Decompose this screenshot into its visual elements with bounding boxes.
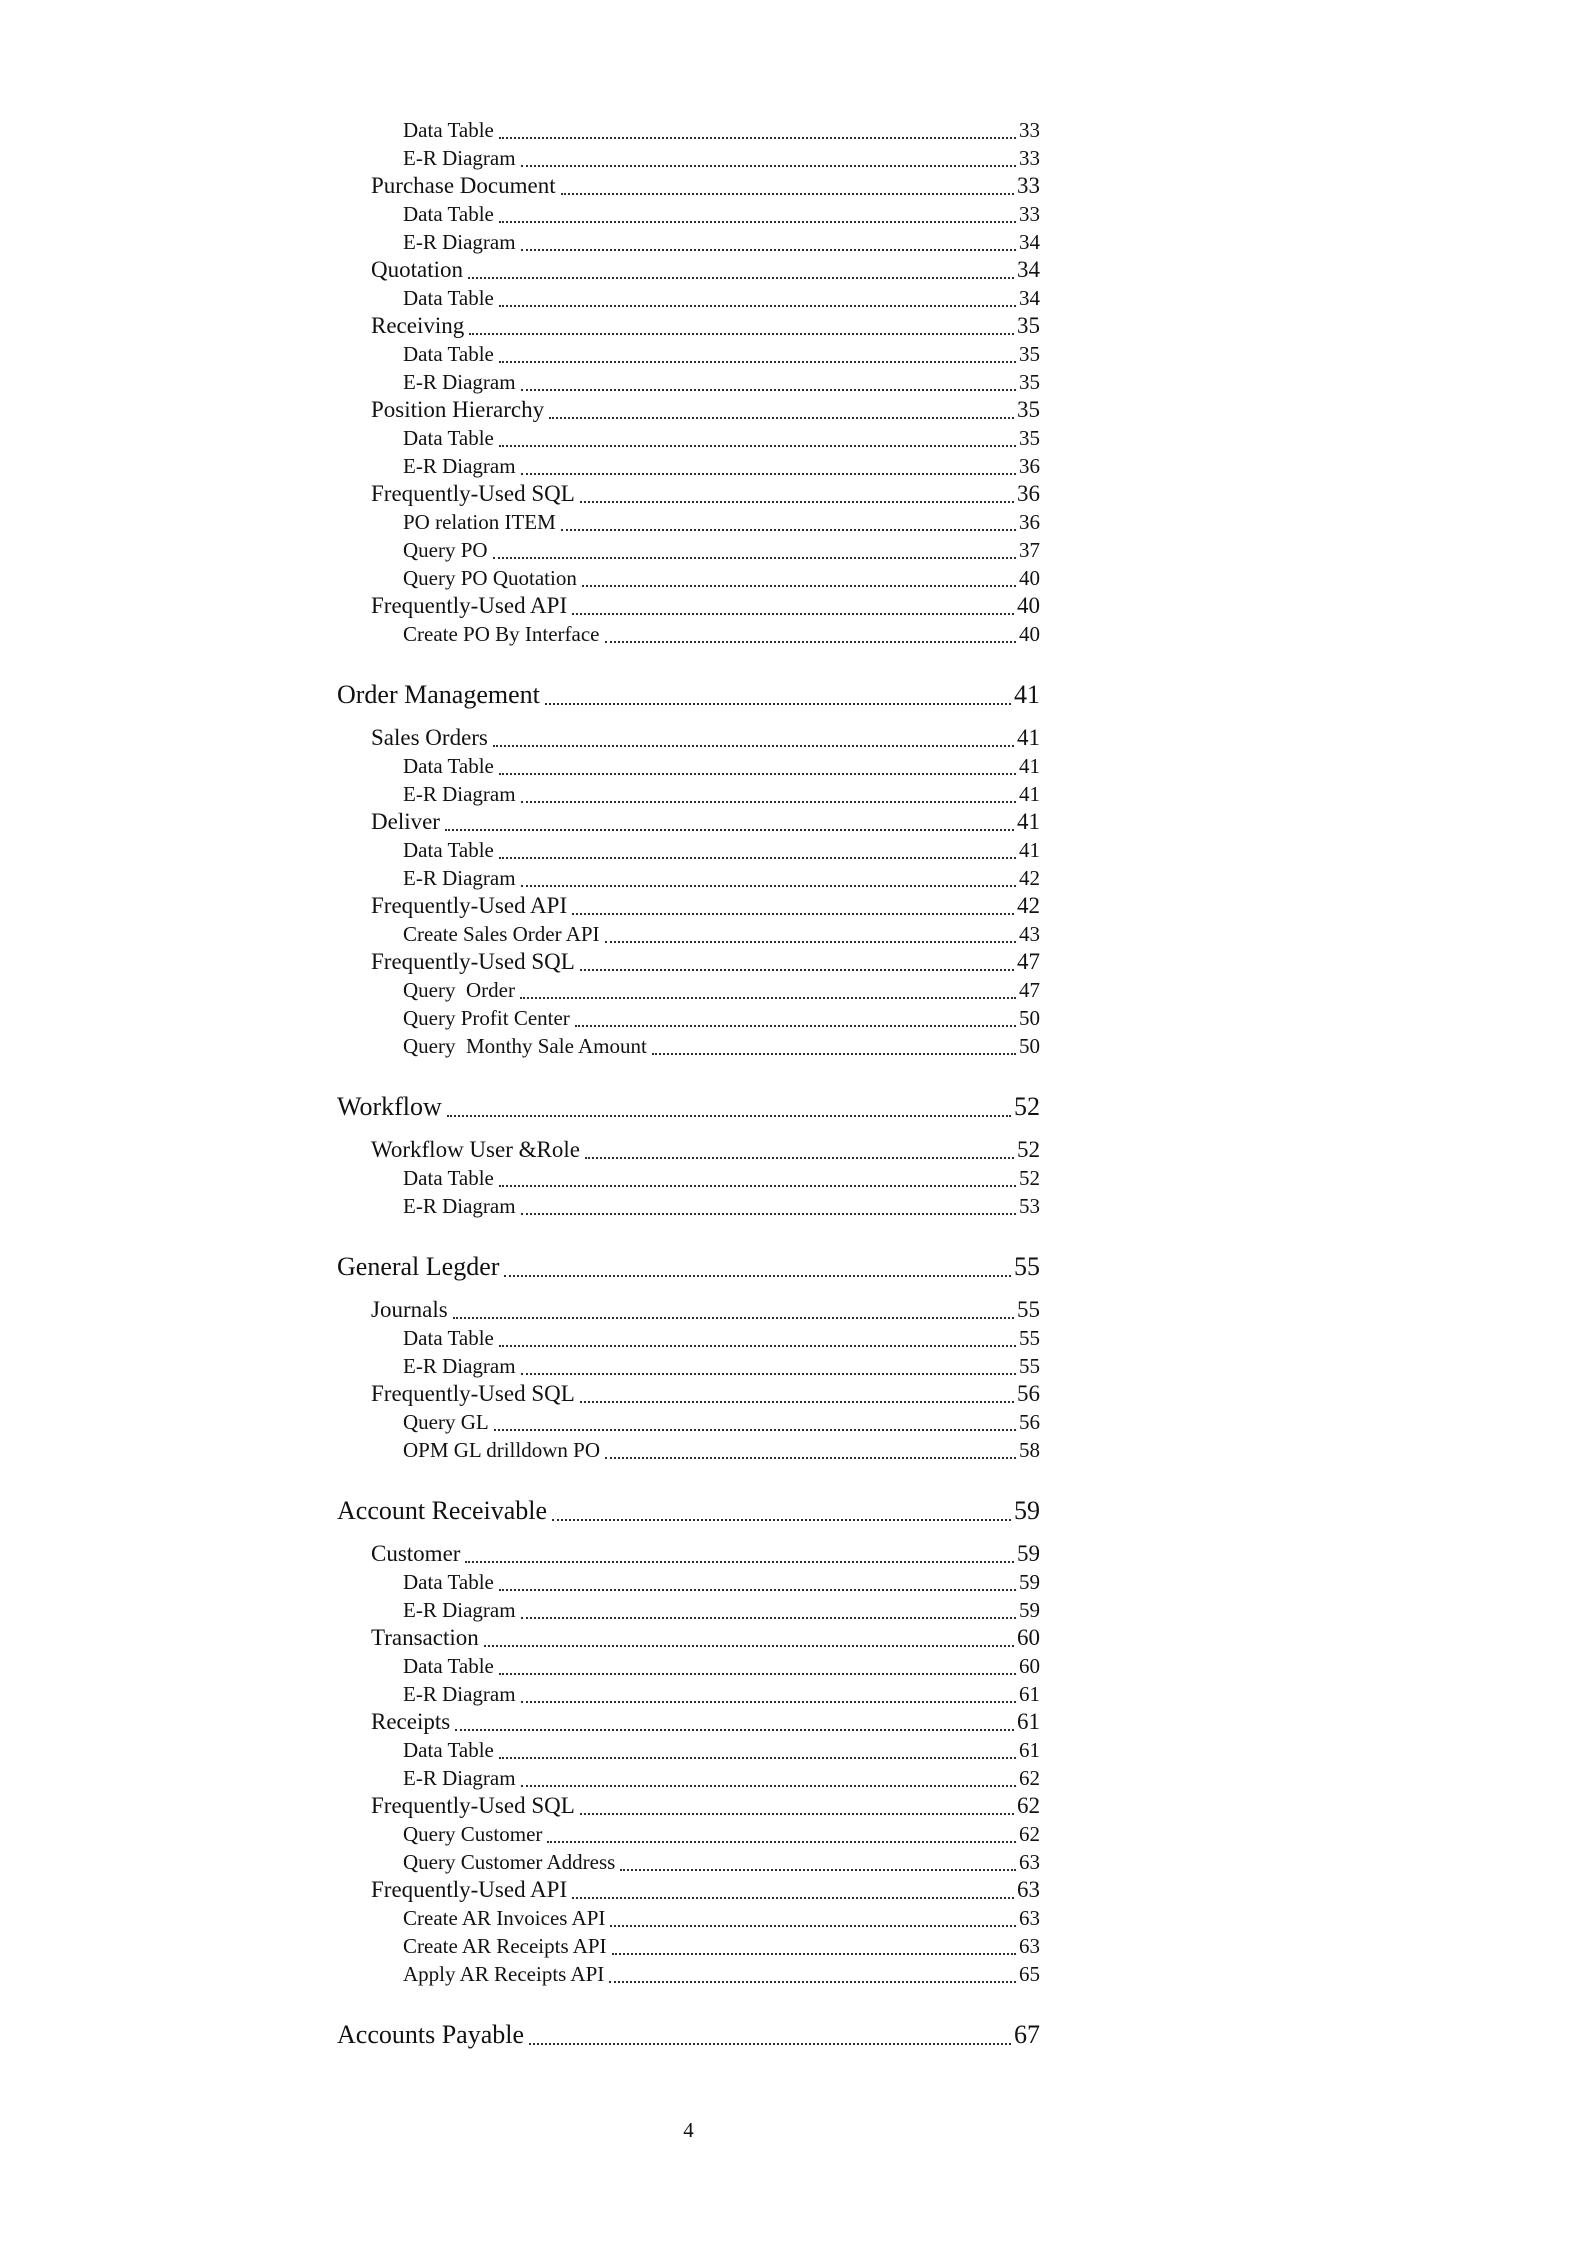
toc-leader-dots bbox=[582, 585, 1016, 587]
toc-leader-dots bbox=[572, 613, 1014, 615]
toc-entry[interactable] bbox=[337, 752, 1040, 780]
toc-entry[interactable] bbox=[337, 1324, 1040, 1352]
toc-entry-label: PO relation ITEM bbox=[403, 510, 556, 534]
toc-entry-label: Query Profit Center bbox=[403, 1006, 570, 1030]
toc-entry-label: Frequently-Used API bbox=[371, 593, 568, 618]
toc-entry[interactable] bbox=[337, 1494, 1040, 1527]
toc-entry-label: Data Table bbox=[403, 1166, 494, 1190]
toc-entry-label: Frequently-Used API bbox=[371, 1877, 568, 1902]
toc-entry-page: 61 bbox=[1019, 1682, 1040, 1706]
toc-leader-dots bbox=[499, 445, 1016, 447]
toc-entry[interactable] bbox=[337, 592, 1040, 620]
toc-entry-label: Query Order bbox=[403, 978, 515, 1002]
toc-entry-label: Frequently-Used API bbox=[371, 893, 568, 918]
toc-entry-page: 52 bbox=[1019, 1166, 1040, 1190]
toc-entry-label: Workflow bbox=[337, 1092, 442, 1121]
toc-entry-page: 36 bbox=[1019, 454, 1040, 478]
toc-entry-page: 50 bbox=[1019, 1034, 1040, 1058]
toc-entry-label: Accounts Payable bbox=[337, 2020, 525, 2049]
toc-entry-page: 55 bbox=[1017, 1297, 1040, 1322]
toc-entry-label: Customer bbox=[371, 1541, 461, 1566]
toc-leader-dots bbox=[499, 1757, 1016, 1759]
toc-entry-page: 59 bbox=[1014, 1496, 1040, 1525]
toc-entry-page: 62 bbox=[1017, 1793, 1040, 1818]
page-footer bbox=[337, 2118, 1040, 2143]
toc-leader-dots bbox=[580, 969, 1014, 971]
toc-entry-label: E-R Diagram bbox=[403, 782, 516, 806]
toc-leader-dots bbox=[572, 1897, 1014, 1899]
toc-entry-page: 41 bbox=[1014, 680, 1040, 709]
toc-entry-label: Sales Orders bbox=[371, 725, 488, 750]
toc-entry[interactable] bbox=[337, 1596, 1040, 1624]
toc-leader-dots bbox=[521, 885, 1016, 887]
toc-leader-dots bbox=[580, 1813, 1014, 1815]
toc-entry-label: Query GL bbox=[403, 1410, 489, 1434]
toc-leader-dots bbox=[521, 801, 1016, 803]
toc-entry-page: 40 bbox=[1019, 622, 1040, 646]
toc-entry-label: E-R Diagram bbox=[403, 1682, 516, 1706]
toc-entry[interactable] bbox=[337, 948, 1040, 976]
toc-entry-label: Frequently-Used SQL bbox=[371, 1793, 575, 1818]
toc-entry[interactable] bbox=[337, 836, 1040, 864]
toc-entry[interactable] bbox=[337, 1192, 1040, 1220]
toc-leader-dots bbox=[620, 1869, 1016, 1871]
toc-entry[interactable] bbox=[337, 2018, 1040, 2051]
toc-entry[interactable] bbox=[337, 808, 1040, 836]
toc-entry-page: 59 bbox=[1017, 1541, 1040, 1566]
toc-entry[interactable] bbox=[337, 312, 1040, 340]
toc-entry[interactable] bbox=[337, 1436, 1040, 1464]
toc-entry-label: E-R Diagram bbox=[403, 370, 516, 394]
toc-leader-dots bbox=[499, 1185, 1016, 1187]
toc-entry-page: 35 bbox=[1017, 397, 1040, 422]
toc-entry-page: 42 bbox=[1017, 893, 1040, 918]
table-of-contents bbox=[337, 116, 1040, 2064]
toc-entry-page: 61 bbox=[1019, 1738, 1040, 1762]
toc-entry-label: Frequently-Used SQL bbox=[371, 1381, 575, 1406]
toc-entry[interactable] bbox=[337, 1136, 1040, 1164]
toc-entry[interactable] bbox=[337, 396, 1040, 424]
toc-entry-label: Create AR Receipts API bbox=[403, 1934, 607, 1958]
toc-entry[interactable] bbox=[337, 892, 1040, 920]
toc-entry-page: 42 bbox=[1019, 866, 1040, 890]
toc-leader-dots bbox=[605, 641, 1017, 643]
toc-leader-dots bbox=[521, 1701, 1016, 1703]
toc-entry-label: E-R Diagram bbox=[403, 1354, 516, 1378]
toc-entry[interactable] bbox=[337, 1932, 1040, 1960]
toc-entry-label: Account Receivable bbox=[337, 1496, 548, 1525]
toc-entry-page: 55 bbox=[1014, 1252, 1040, 1281]
toc-entry-label: E-R Diagram bbox=[403, 1766, 516, 1790]
toc-entry-page: 47 bbox=[1019, 978, 1040, 1002]
toc-entry-page: 41 bbox=[1019, 838, 1040, 862]
toc-entry-label: Create PO By Interface bbox=[403, 622, 600, 646]
toc-entry[interactable] bbox=[337, 508, 1040, 536]
toc-leader-dots bbox=[521, 1213, 1016, 1215]
toc-entry-page: 43 bbox=[1019, 922, 1040, 946]
toc-entry-page: 33 bbox=[1017, 173, 1040, 198]
toc-entry[interactable] bbox=[337, 780, 1040, 808]
toc-entry-page: 34 bbox=[1017, 257, 1040, 282]
toc-entry-label: Data Table bbox=[403, 754, 494, 778]
toc-entry-page: 56 bbox=[1017, 1381, 1040, 1406]
toc-entry-page: 65 bbox=[1019, 1962, 1040, 1986]
toc-entry[interactable] bbox=[337, 340, 1040, 368]
toc-entry-label: Query PO Quotation bbox=[403, 566, 577, 590]
toc-entry-page: 35 bbox=[1019, 426, 1040, 450]
toc-leader-dots bbox=[499, 137, 1016, 139]
toc-leader-dots bbox=[561, 193, 1014, 195]
toc-leader-dots bbox=[609, 1981, 1016, 1983]
toc-entry-page: 60 bbox=[1017, 1625, 1040, 1650]
toc-entry-label: General Legder bbox=[337, 1252, 500, 1281]
toc-entry-label: E-R Diagram bbox=[403, 866, 516, 890]
toc-entry-page: 62 bbox=[1019, 1766, 1040, 1790]
toc-entry[interactable] bbox=[337, 1004, 1040, 1032]
toc-entry-page: 47 bbox=[1017, 949, 1040, 974]
toc-entry[interactable] bbox=[337, 564, 1040, 592]
toc-entry-label: Frequently-Used SQL bbox=[371, 481, 575, 506]
toc-entry-page: 63 bbox=[1019, 1850, 1040, 1874]
toc-entry-page: 55 bbox=[1019, 1354, 1040, 1378]
toc-entry[interactable] bbox=[337, 452, 1040, 480]
toc-entry-label: Purchase Document bbox=[371, 173, 556, 198]
toc-entry-page: 35 bbox=[1019, 342, 1040, 366]
toc-entry-label: E-R Diagram bbox=[403, 230, 516, 254]
toc-entry[interactable] bbox=[337, 144, 1040, 172]
toc-leader-dots bbox=[499, 1589, 1016, 1591]
toc-entry[interactable] bbox=[337, 620, 1040, 648]
toc-entry[interactable] bbox=[337, 864, 1040, 892]
toc-entry[interactable] bbox=[337, 1792, 1040, 1820]
toc-entry[interactable] bbox=[337, 1540, 1040, 1568]
toc-entry[interactable] bbox=[337, 256, 1040, 284]
toc-entry[interactable] bbox=[337, 1164, 1040, 1192]
toc-entry-page: 63 bbox=[1019, 1934, 1040, 1958]
toc-entry-label: Data Table bbox=[403, 286, 494, 310]
toc-entry-page: 41 bbox=[1019, 754, 1040, 778]
toc-entry-label: E-R Diagram bbox=[403, 1194, 516, 1218]
toc-entry-page: 63 bbox=[1017, 1877, 1040, 1902]
toc-leader-dots bbox=[652, 1053, 1016, 1055]
toc-leader-dots bbox=[499, 305, 1016, 307]
toc-entry-page: 35 bbox=[1019, 370, 1040, 394]
toc-entry[interactable] bbox=[337, 1380, 1040, 1408]
toc-leader-dots bbox=[453, 1317, 1014, 1319]
toc-entry[interactable] bbox=[337, 424, 1040, 452]
toc-entry-page: 40 bbox=[1017, 593, 1040, 618]
toc-entry-page: 34 bbox=[1019, 230, 1040, 254]
toc-entry-label: Deliver bbox=[371, 809, 440, 834]
toc-leader-dots bbox=[455, 1729, 1014, 1731]
toc-entry[interactable] bbox=[337, 480, 1040, 508]
toc-leader-dots bbox=[585, 1157, 1014, 1159]
toc-entry[interactable] bbox=[337, 1876, 1040, 1904]
toc-entry-label: Data Table bbox=[403, 1326, 494, 1350]
toc-leader-dots bbox=[580, 1401, 1014, 1403]
toc-leader-dots bbox=[612, 1953, 1016, 1955]
toc-entry-label: Query Monthy Sale Amount bbox=[403, 1034, 647, 1058]
toc-entry-label: Query Customer Address bbox=[403, 1850, 616, 1874]
toc-leader-dots bbox=[610, 1925, 1016, 1927]
toc-entry-page: 41 bbox=[1017, 725, 1040, 750]
toc-entry-label: Data Table bbox=[403, 202, 494, 226]
toc-entry-label: Data Table bbox=[403, 838, 494, 862]
toc-leader-dots bbox=[545, 703, 1011, 705]
toc-entry[interactable] bbox=[337, 1090, 1040, 1123]
toc-entry-label: Journals bbox=[371, 1297, 448, 1322]
toc-leader-dots bbox=[445, 829, 1014, 831]
toc-entry-label: Query Customer bbox=[403, 1822, 543, 1846]
toc-entry[interactable] bbox=[337, 228, 1040, 256]
toc-leader-dots bbox=[520, 997, 1016, 999]
toc-entry[interactable] bbox=[337, 678, 1040, 711]
toc-entry[interactable] bbox=[337, 920, 1040, 948]
toc-entry-page: 56 bbox=[1019, 1410, 1040, 1434]
toc-entry[interactable] bbox=[337, 1820, 1040, 1848]
toc-leader-dots bbox=[521, 1373, 1016, 1375]
toc-leader-dots bbox=[493, 745, 1014, 747]
toc-leader-dots bbox=[521, 165, 1016, 167]
toc-entry-label: Query PO bbox=[403, 538, 488, 562]
toc-entry-page: 41 bbox=[1017, 809, 1040, 834]
toc-entry-page: 36 bbox=[1019, 510, 1040, 534]
toc-entry-page: 53 bbox=[1019, 1194, 1040, 1218]
toc-leader-dots bbox=[575, 1025, 1016, 1027]
toc-entry-page: 36 bbox=[1017, 481, 1040, 506]
page-number: 4 bbox=[683, 2118, 694, 2142]
toc-entry-label: Create AR Invoices API bbox=[403, 1906, 606, 1930]
toc-entry[interactable] bbox=[337, 1652, 1040, 1680]
toc-entry-label: Frequently-Used SQL bbox=[371, 949, 575, 974]
toc-leader-dots bbox=[499, 361, 1016, 363]
toc-entry-label: Data Table bbox=[403, 1570, 494, 1594]
toc-entry-page: 59 bbox=[1019, 1570, 1040, 1594]
toc-leader-dots bbox=[494, 1429, 1016, 1431]
toc-leader-dots bbox=[521, 473, 1016, 475]
toc-leader-dots bbox=[605, 1457, 1016, 1459]
toc-entry-page: 33 bbox=[1019, 202, 1040, 226]
toc-entry-page: 58 bbox=[1019, 1438, 1040, 1462]
toc-leader-dots bbox=[521, 389, 1016, 391]
toc-entry[interactable] bbox=[337, 1680, 1040, 1708]
toc-entry-page: 67 bbox=[1014, 2020, 1040, 2049]
toc-leader-dots bbox=[549, 417, 1014, 419]
toc-leader-dots bbox=[572, 913, 1014, 915]
toc-entry[interactable] bbox=[337, 1708, 1040, 1736]
toc-entry[interactable] bbox=[337, 1032, 1040, 1060]
toc-leader-dots bbox=[521, 1617, 1016, 1619]
toc-entry[interactable] bbox=[337, 1250, 1040, 1283]
toc-entry-label: OPM GL drilldown PO bbox=[403, 1438, 600, 1462]
toc-leader-dots bbox=[504, 1275, 1011, 1277]
toc-entry[interactable] bbox=[337, 172, 1040, 200]
toc-entry[interactable] bbox=[337, 1764, 1040, 1792]
toc-leader-dots bbox=[469, 333, 1014, 335]
toc-leader-dots bbox=[447, 1115, 1011, 1117]
toc-entry-label: E-R Diagram bbox=[403, 146, 516, 170]
toc-entry-label: Data Table bbox=[403, 426, 494, 450]
toc-entry[interactable] bbox=[337, 1352, 1040, 1380]
toc-entry-page: 41 bbox=[1019, 782, 1040, 806]
toc-entry-page: 59 bbox=[1019, 1598, 1040, 1622]
toc-entry[interactable] bbox=[337, 1296, 1040, 1324]
toc-entry[interactable] bbox=[337, 116, 1040, 144]
toc-entry-label: Receipts bbox=[371, 1709, 451, 1734]
toc-leader-dots bbox=[521, 249, 1016, 251]
toc-leader-dots bbox=[484, 1645, 1014, 1647]
toc-entry-page: 50 bbox=[1019, 1006, 1040, 1030]
toc-leader-dots bbox=[465, 1561, 1014, 1563]
toc-entry[interactable] bbox=[337, 368, 1040, 396]
toc-entry-page: 60 bbox=[1019, 1654, 1040, 1678]
toc-leader-dots bbox=[521, 1785, 1016, 1787]
toc-leader-dots bbox=[499, 1673, 1016, 1675]
toc-leader-dots bbox=[552, 1519, 1011, 1521]
toc-entry-label: Apply AR Receipts API bbox=[403, 1962, 605, 1986]
toc-entry-label: Quotation bbox=[371, 257, 463, 282]
toc-leader-dots bbox=[580, 501, 1014, 503]
toc-entry-page: 55 bbox=[1019, 1326, 1040, 1350]
toc-entry[interactable] bbox=[337, 1736, 1040, 1764]
toc-entry[interactable] bbox=[337, 1848, 1040, 1876]
toc-entry[interactable] bbox=[337, 200, 1040, 228]
toc-leader-dots bbox=[499, 857, 1016, 859]
toc-entry-label: E-R Diagram bbox=[403, 454, 516, 478]
toc-entry[interactable] bbox=[337, 724, 1040, 752]
toc-entry[interactable] bbox=[337, 1904, 1040, 1932]
toc-leader-dots bbox=[493, 557, 1016, 559]
toc-leader-dots bbox=[499, 1345, 1016, 1347]
toc-entry[interactable] bbox=[337, 1960, 1040, 1988]
toc-leader-dots bbox=[561, 529, 1016, 531]
toc-entry-label: Data Table bbox=[403, 342, 494, 366]
toc-entry-label: Create Sales Order API bbox=[403, 922, 600, 946]
toc-leader-dots bbox=[529, 2043, 1011, 2045]
toc-entry-label: Receiving bbox=[371, 313, 465, 338]
toc-entry-page: 37 bbox=[1019, 538, 1040, 562]
toc-entry-page: 62 bbox=[1019, 1822, 1040, 1846]
toc-entry[interactable] bbox=[337, 1624, 1040, 1652]
toc-entry-page: 61 bbox=[1017, 1709, 1040, 1734]
toc-entry-label: Transaction bbox=[371, 1625, 479, 1650]
toc-entry-page: 40 bbox=[1019, 566, 1040, 590]
toc-leader-dots bbox=[468, 277, 1014, 279]
toc-entry-page: 52 bbox=[1014, 1092, 1040, 1121]
toc-leader-dots bbox=[499, 773, 1016, 775]
toc-entry[interactable] bbox=[337, 536, 1040, 564]
toc-entry-page: 35 bbox=[1017, 313, 1040, 338]
toc-entry[interactable] bbox=[337, 1568, 1040, 1596]
toc-entry[interactable] bbox=[337, 284, 1040, 312]
toc-entry-label: Position Hierarchy bbox=[371, 397, 545, 422]
toc-entry[interactable] bbox=[337, 1408, 1040, 1436]
toc-entry-label: Data Table bbox=[403, 118, 494, 142]
toc-entry-page: 52 bbox=[1017, 1137, 1040, 1162]
toc-entry-page: 34 bbox=[1019, 286, 1040, 310]
toc-leader-dots bbox=[547, 1841, 1016, 1843]
toc-entry-label: Data Table bbox=[403, 1738, 494, 1762]
toc-leader-dots bbox=[499, 221, 1016, 223]
toc-entry[interactable] bbox=[337, 976, 1040, 1004]
toc-entry-page: 33 bbox=[1019, 118, 1040, 142]
toc-entry-label: Data Table bbox=[403, 1654, 494, 1678]
toc-entry-page: 33 bbox=[1019, 146, 1040, 170]
toc-entry-label: E-R Diagram bbox=[403, 1598, 516, 1622]
toc-leader-dots bbox=[605, 941, 1016, 943]
toc-entry-label: Workflow User &Role bbox=[371, 1137, 580, 1162]
toc-entry-label: Order Management bbox=[337, 680, 540, 709]
toc-entry-page: 63 bbox=[1019, 1906, 1040, 1930]
